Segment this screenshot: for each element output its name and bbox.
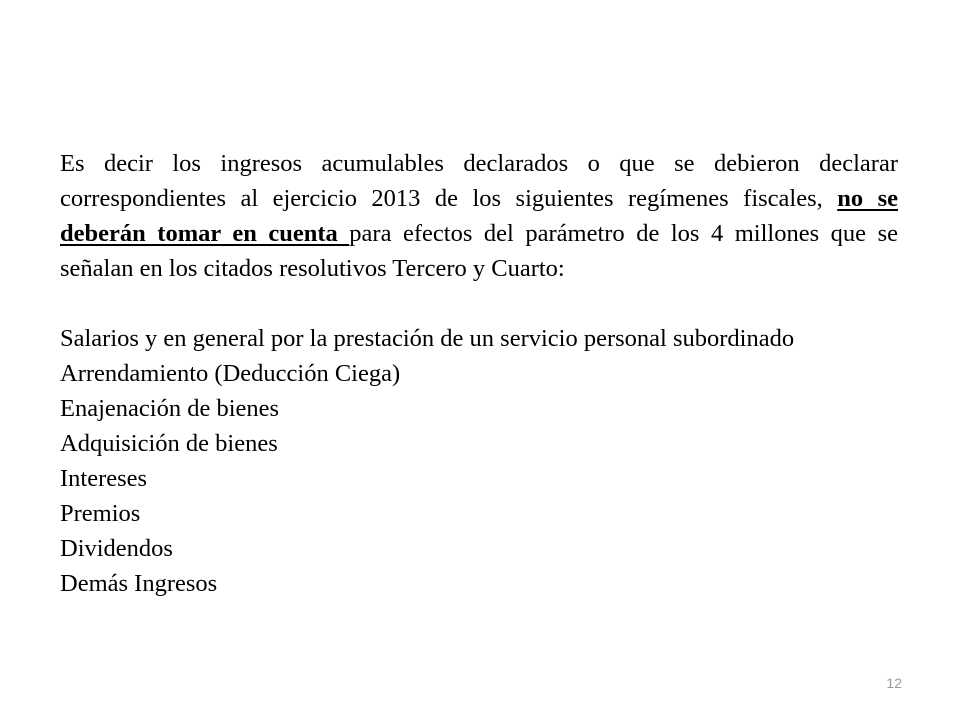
intro-text-after: para efectos del parámetro de los 4 millones que se señalan en los citados resolutivos Tercero y Cuarto: <box>60 220 898 282</box>
list-item: Enajenación de bienes <box>60 395 280 422</box>
list-item: Intereses <box>60 465 148 492</box>
intro-text-before: Es decir los ingresos acumulables declarados o que se debieron declarar correspondientes al ejercicio 2013 de los siguientes regímenes fiscales, <box>60 150 898 212</box>
page-number: 12 <box>886 675 902 691</box>
regime-list <box>60 321 898 601</box>
list-item: Arrendamiento (Deducción Ciega) <box>60 360 401 387</box>
paragraph-spacer <box>60 286 898 321</box>
list-item: Adquisición de bienes <box>60 430 278 457</box>
list-item: Dividendos <box>60 535 173 562</box>
list-item: Demás Ingresos <box>60 570 218 597</box>
slide-body <box>60 146 898 601</box>
intro-emphasis: no se deberán tomar en cuenta <box>60 185 898 247</box>
list-item: Premios <box>60 500 141 527</box>
intro-paragraph <box>60 146 898 286</box>
list-item: Salarios y en general por la prestación de un servicio personal subordinado <box>60 325 795 352</box>
